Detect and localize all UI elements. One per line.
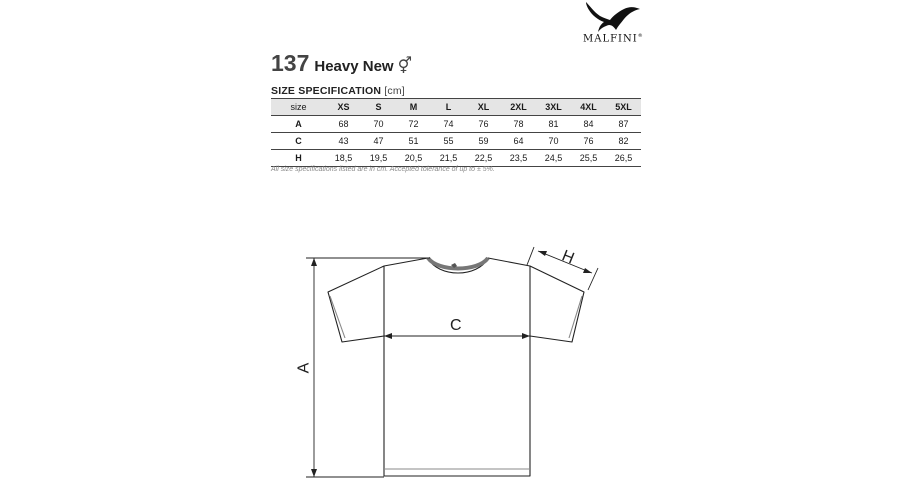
table-cell: 47 — [361, 133, 396, 150]
table-cell: 84 — [571, 116, 606, 133]
left-sleeve-hem — [330, 296, 345, 338]
dimension-c-label: C — [450, 317, 462, 334]
spec-unit: [cm] — [384, 85, 405, 97]
table-cell: 74 — [431, 116, 466, 133]
arrow-a-top-icon — [311, 258, 317, 266]
table-cell: 26,5 — [606, 150, 641, 167]
table-cell: 70 — [536, 133, 571, 150]
table-cell: 43 — [326, 133, 361, 150]
table-cell: 64 — [501, 133, 536, 150]
table-cell: 19,5 — [361, 150, 396, 167]
table-cell: 18,5 — [326, 150, 361, 167]
table-cell: 76 — [466, 116, 501, 133]
table-cell: 51 — [396, 133, 431, 150]
table-cell: 25,5 — [571, 150, 606, 167]
size-col-xl: XL — [466, 99, 501, 116]
arrow-h-left-icon — [538, 251, 547, 256]
size-header-label: size — [271, 99, 326, 116]
product-name: Heavy New — [314, 58, 394, 75]
size-col-xs: XS — [326, 99, 361, 116]
tshirt-outline — [328, 258, 584, 476]
row-label-c: C — [271, 133, 326, 150]
spec-title-text: SIZE SPECIFICATION — [271, 85, 382, 97]
size-col-3xl: 3XL — [536, 99, 571, 116]
trademark: ® — [637, 33, 644, 39]
table-cell: 20,5 — [396, 150, 431, 167]
table-cell: 24,5 — [536, 150, 571, 167]
row-label-h: H — [271, 150, 326, 167]
size-col-s: S — [361, 99, 396, 116]
table-cell: 68 — [326, 116, 361, 133]
brand-name: MALFINI — [583, 33, 638, 45]
right-sleeve-hem — [569, 296, 582, 338]
table-cell: 76 — [571, 133, 606, 150]
size-col-4xl: 4XL — [571, 99, 606, 116]
arrow-c-left-icon — [384, 333, 392, 339]
arrow-c-right-icon — [522, 333, 530, 339]
size-col-l: L — [431, 99, 466, 116]
arrow-a-bottom-icon — [311, 469, 317, 477]
table-cell: 55 — [431, 133, 466, 150]
size-col-5xl: 5XL — [606, 99, 641, 116]
size-col-2xl: 2XL — [501, 99, 536, 116]
dimension-h-label: H — [559, 247, 577, 268]
table-cell: 22,5 — [466, 150, 501, 167]
dimension-a-label: A — [295, 362, 313, 374]
table-cell: 70 — [361, 116, 396, 133]
table-cell: 87 — [606, 116, 641, 133]
arrow-h-right-icon — [583, 268, 592, 273]
product-number: 137 — [271, 50, 310, 76]
tolerance-note: All size specifications listed are in cm. Accepted tolerance of up to ± 5%. — [271, 166, 495, 173]
gender-icon: ⚥ — [397, 58, 413, 75]
size-col-m: M — [396, 99, 431, 116]
dimension-h-tick-left — [527, 247, 534, 265]
table-cell: 23,5 — [501, 150, 536, 167]
table-cell: 21,5 — [431, 150, 466, 167]
table-cell: 82 — [606, 133, 641, 150]
table-cell: 59 — [466, 133, 501, 150]
table-cell: 81 — [536, 116, 571, 133]
table-cell: 72 — [396, 116, 431, 133]
table-cell: 78 — [501, 116, 536, 133]
row-label-a: A — [271, 116, 326, 133]
